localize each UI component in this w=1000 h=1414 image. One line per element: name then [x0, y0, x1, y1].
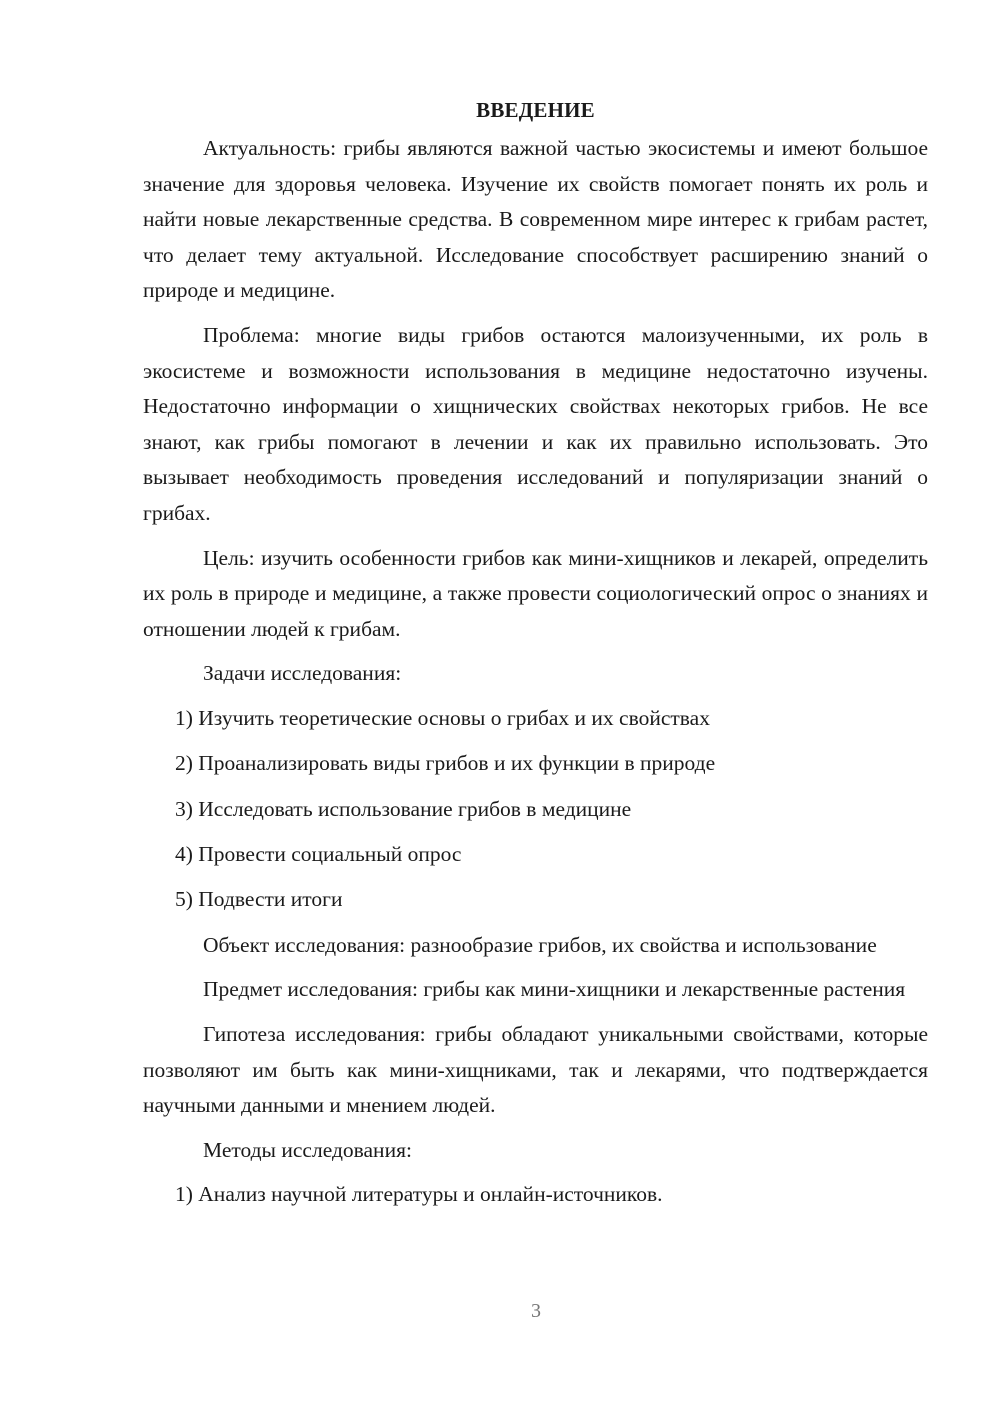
problem-paragraph: Проблема: многие виды грибов остаются малоизученными, их роль в экосистеме и возможности использования в медицине недостаточно изучены. Недостаточно информации о хищнических свойствах некоторых грибов. Не все знают, как грибы помогают в лечении и как их правильно использовать. Это вызывает необходимость проведения исследований и популяризации знаний о грибах.: [143, 322, 928, 525]
method-item: 1) Анализ научной литературы и онлайн-источников.: [175, 1182, 663, 1207]
goal-paragraph: Цель: изучить особенности грибов как мини-хищников и лекарей, определить их роль в природе и медицине, а также провести социологический опрос о знаниях и отношении людей к грибам.: [143, 545, 928, 641]
task-item: 1) Изучить теоретические основы о грибах и их свойствах: [175, 705, 710, 730]
page-number: 3: [531, 1300, 541, 1322]
task-item: 2) Проанализировать виды грибов и их функции в природе: [175, 751, 716, 776]
tasks-title: Задачи исследования:: [203, 661, 402, 686]
task-item: 5) Подвести итоги: [175, 887, 343, 912]
subject-paragraph: Предмет исследования: грибы как мини-хищники и лекарственные растения: [203, 977, 906, 1002]
hypothesis-paragraph: Гипотеза исследования: грибы обладают уникальными свойствами, которые позволяют им быть как мини-хищниками, так и лекарями, что подтверждается научными данными и мнением людей.: [143, 1022, 928, 1118]
page-body: [143, 95, 928, 1223]
methods-title: Методы исследования:: [203, 1137, 412, 1162]
relevance-paragraph: Актуальность: грибы являются важной частью экосистемы и имеют большое значение для здоровья человека. Изучение их свойств помогает понять их роль и найти новые лекарственные средства. В современном мире интерес к грибам растет, что делает тему актуальной. Исследование способствует расширению знаний о природе и медицине.: [143, 136, 928, 303]
object-paragraph: Объект исследования: разнообразие грибов, их свойства и использование: [203, 932, 877, 957]
section-heading: ВВЕДЕНИЕ: [476, 98, 595, 122]
task-item: 4) Провести социальный опрос: [175, 842, 462, 867]
task-item: 3) Исследовать использование грибов в медицине: [175, 796, 632, 821]
